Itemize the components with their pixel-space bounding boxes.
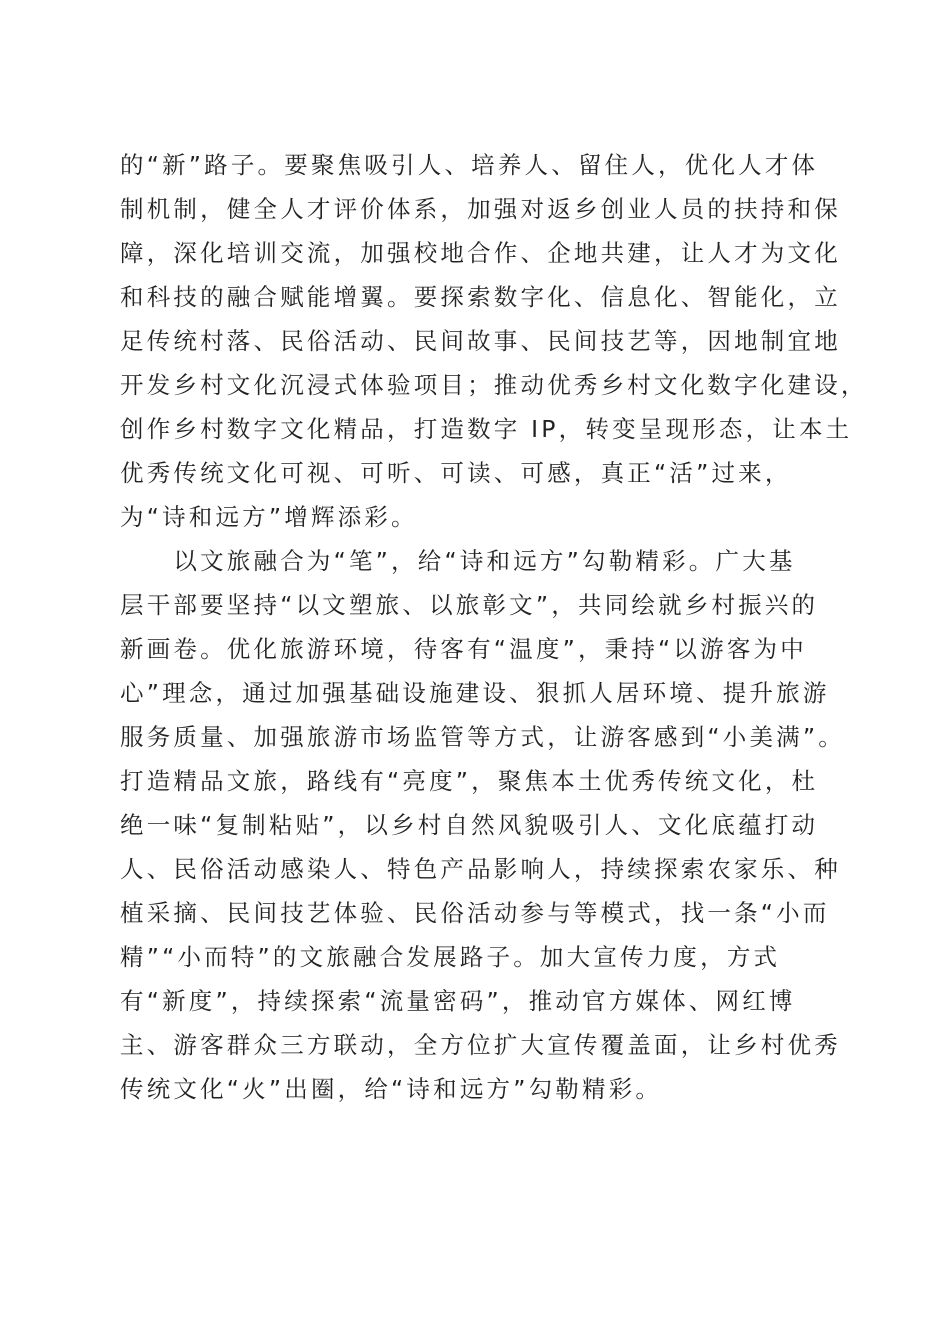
text-line: 绝一味“复制粘贴”，以乡村自然风貌吸引人、文化底蕴打动 <box>120 811 819 839</box>
text-line: 服务质量、加强旅游市场监管等方式，让游客感到“小美满”。 <box>120 723 845 751</box>
text-line: 心”理念，通过加强基础设施建设、狠抓人居环境、提升旅游 <box>120 679 830 707</box>
text-line: 和科技的融合赋能增翼。要探索数字化、信息化、智能化，立 <box>120 283 841 311</box>
text-line: 传统文化“火”出圈，给“诗和远方”勾勒精彩。 <box>120 1075 663 1103</box>
text-line: 优秀传统文化可视、可听、可读、可感，真正“活”过来， <box>120 459 792 487</box>
paragraph-2 <box>120 539 850 1111</box>
text-line: 制机制，健全人才评价体系，加强对返乡创业人员的扶持和保 <box>120 195 841 223</box>
document-body <box>120 143 868 1111</box>
text-line: 新画卷。优化旅游环境，待客有“温度”，秉持“以游客为中 <box>120 635 807 663</box>
text-line: 障，深化培训交流，加强校地合作、企地共建，让人才为文化 <box>120 239 841 267</box>
text-line: 人、民俗活动感染人、特色产品影响人，持续探索农家乐、种 <box>120 855 841 883</box>
paragraph-1 <box>120 143 868 539</box>
text-line: 以文旅融合为“笔”，给“诗和远方”勾勒精彩。广大基 <box>120 547 796 575</box>
text-line: 创作乡村数字文化精品，打造数字 IP，转变呈现形态，让本土 <box>120 415 853 443</box>
text-line: 植采摘、民间技艺体验、民俗活动参与等模式，找一条“小而 <box>120 899 830 927</box>
text-line: 有“新度”，持续探索“流量密码”，推动官方媒体、网红博 <box>120 987 796 1015</box>
text-line: 足传统村落、民俗活动、民间故事、民间技艺等，因地制宜地 <box>120 327 841 355</box>
text-line: 的“新”路子。要聚焦吸引人、培养人、留住人，优化人才体 <box>120 151 819 179</box>
text-line: 精”“小而特”的文旅融合发展路子。加大宣传力度，方式 <box>120 943 781 971</box>
text-line: 开发乡村文化沉浸式体验项目；推动优秀乡村文化数字化建设， <box>120 371 868 399</box>
text-line: 主、游客群众三方联动，全方位扩大宣传覆盖面，让乡村优秀 <box>120 1031 841 1059</box>
text-line: 打造精品文旅，路线有“亮度”，聚焦本土优秀传统文化，杜 <box>120 767 819 795</box>
text-line: 为“诗和远方”增辉添彩。 <box>120 503 418 531</box>
text-line: 层干部要坚持“以文塑旅、以旅彰文”，共同绘就乡村振兴的 <box>120 591 819 619</box>
